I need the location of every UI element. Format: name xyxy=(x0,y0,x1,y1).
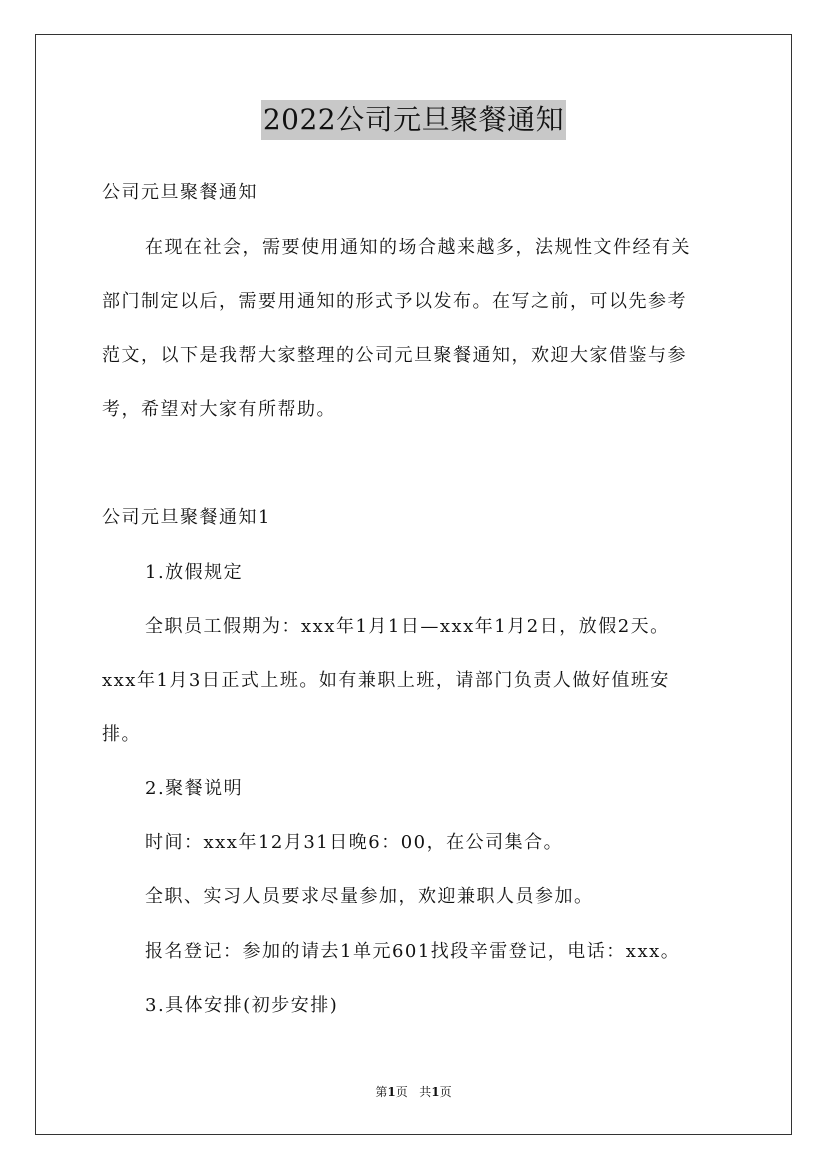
paragraph-line: 考，希望对大家有所帮助。 xyxy=(102,399,336,420)
footer-page-prefix: 第 xyxy=(375,1085,388,1099)
footer-page-suffix: 页 xyxy=(395,1085,408,1099)
footer-page-number: 1 xyxy=(387,1085,396,1099)
paragraph-line: 全职员工假期为：xxx年1月1日—xxx年1月2日，放假2天。 xyxy=(145,616,670,637)
paragraph-line: 报名登记：参加的请去1单元601找段辛雷登记，电话：xxx。 xyxy=(145,941,681,962)
paragraph-line: 部门制定以后，需要用通知的形式予以发布。在写之前，可以先参考 xyxy=(102,291,687,312)
paragraph-line: 时间：xxx年12月31日晚6：00，在公司集合。 xyxy=(145,832,564,853)
paragraph-line: xxx年1月3日正式上班。如有兼职上班，请部门负责人做好值班安 xyxy=(102,670,670,691)
footer-total-prefix: 共 xyxy=(419,1085,432,1099)
footer-total-suffix: 页 xyxy=(439,1085,452,1099)
section-heading: 公司元旦聚餐通知1 xyxy=(102,507,271,528)
title-container xyxy=(0,100,827,140)
paragraph-line: 范文，以下是我帮大家整理的公司元旦聚餐通知，欢迎大家借鉴与参 xyxy=(102,345,687,366)
subsection-heading: 1.放假规定 xyxy=(145,562,244,583)
page-footer xyxy=(0,1083,827,1101)
paragraph-line: 在现在社会，需要使用通知的场合越来越多，法规性文件经有关 xyxy=(145,237,691,258)
paragraph-line: 排。 xyxy=(102,724,141,745)
subsection-heading: 2.聚餐说明 xyxy=(145,778,244,799)
document-title: 2022公司元旦聚餐通知 xyxy=(261,100,566,140)
subsection-heading: 3.具体安排(初步安排) xyxy=(145,995,339,1016)
intro-heading: 公司元旦聚餐通知 xyxy=(102,182,258,203)
footer-total-number: 1 xyxy=(431,1085,440,1099)
paragraph-line: 全职、实习人员要求尽量参加，欢迎兼职人员参加。 xyxy=(145,886,594,907)
